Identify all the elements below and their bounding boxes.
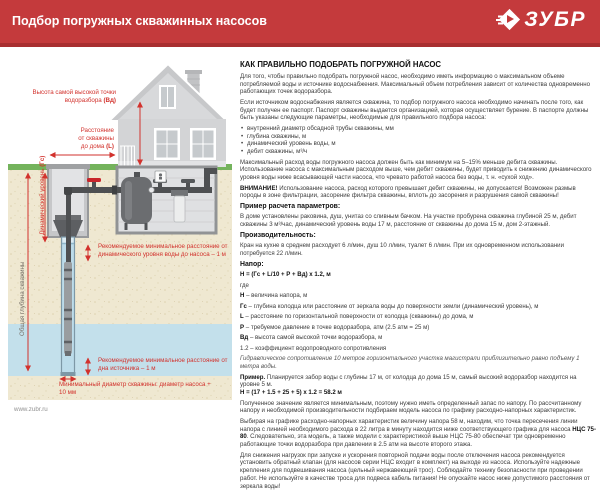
- formula-definition: L – расстояние по горизонтальной поверхности от колодца (скважины) до дома, м: [240, 313, 474, 321]
- label-min-diameter: Минимальный диаметр скважины: диаметр насоса + 10 мм: [59, 381, 211, 396]
- label-vd: Высота самой высокой точки водоразбора (Вд): [32, 89, 116, 104]
- label-total-depth: Общая глубина скважины: [19, 261, 26, 336]
- control-box-icon: [159, 173, 162, 176]
- paragraph-flow: Максимальный расход воды погружного насоса должен быть как минимум на 5–15% меньше дебита скважины. Использование насоса с максимальным расходом выше, чем дебит скважины, будет приводить к снижению динамического уровня воды ниже всасывающей части насоса, что чревато работой насоса без воды, т. н. «сухой ход».: [240, 158, 592, 182]
- paragraph-intro: Для того, чтобы правильно подобрать погружной насос, необходимо иметь информацию о максимальном объеме потребляемой воды и источнике водоснабжения. Максимальный объем потребления зависит от количества одновременно работающих точек водоразбора.: [240, 72, 591, 96]
- drop-pipe: [66, 189, 71, 263]
- paragraph-selection: Выбирая на графике расходно-напорных характеристик величину напора 58 м, находим, что точка пересечения линии напора с линией необходимого расхода в 22 литра в минуту находится ниже соответствующего графика для насоса НЦС 75-80. Следовательно, эта модель, а также модели с характеристикой выше НЦС 75-80 обеспечат три одновременно работающие точки водоразбора при давлении в 2.5 атм на высоте второго этажа.: [240, 417, 596, 449]
- head-formula-result: Н = (17 + 1.5 + 25 + 5) х 1.2 = 58.2 м: [240, 389, 342, 397]
- example-label: Пример.: [240, 373, 266, 381]
- paragraph-final: Для снижения нагрузок при запуске и ускорения повторной подачи воды после отключения насоса рекомендуется установить обратный клапан (для насосов серии НЦС входит в комплект) на выходе из насоса. Используйте надежные крепления для подвешивания насоса (цельный нержавеющий трос). Соблюдайте технику безопасности при проведении работ. Не используйте в качестве троса для подвеса кабель питания! Не опускайте насос ниже допустимого расстояния от зеркала воды!: [240, 451, 590, 490]
- site-url: www.zubr.ru: [14, 406, 48, 413]
- pump-intake: [65, 351, 71, 356]
- paragraph-capacity: Кран на кухне в среднем расходует 6 л/мин, душ 10 л/мин, туалет 6 л/мин. При их одновременном использовании потребуется 22 л/мин.: [240, 242, 564, 257]
- list-item: • динамический уровень воды, м: [240, 140, 597, 148]
- heading-capacity: Производительность:: [240, 232, 316, 240]
- riser-elbow: [204, 168, 217, 174]
- formula-definition: Гс – глубина колодца или расстояние от зеркала воды до поверхности земли (динамический уровень), м: [240, 302, 539, 310]
- brand-logo: [496, 8, 586, 32]
- page-title: Подбор погружных скважинных насосов: [12, 14, 267, 28]
- filter-bowl: [174, 196, 185, 222]
- paragraph-result: Полученное значение является минимальным, поэтому нужно иметь определенный запас по напору. По рассчитанному напору и необходимой производительности подбираем модель насоса по графику расходно-напорных характеристик.: [240, 399, 582, 415]
- chimney-cap: [185, 70, 202, 74]
- pipe-elbow: [64, 187, 72, 195]
- well-diagram: [8, 58, 232, 400]
- paragraph-attention: ВНИМАНИЕ! Использование насоса, расход которого превышает дебит скважины, не допускается! Возможен размыв породы в зоне фильтрации, засорение фильтра скважины, вплоть до засорения и разрушения самой скважины!: [240, 184, 576, 200]
- brand-name: ЗУБР: [524, 8, 586, 31]
- valve-tee-2: [181, 179, 195, 183]
- pump-model: НЦС 75-80: [240, 425, 596, 441]
- paragraph-passport: Если источником водоснабжения является скважина, то подбор погружного насоса необходимо начинать после того, как будет получен ее паспорт. Паспорт скважины выдается организацией, которая осуществляет бурение. В паспорте должны быть указаны следующие параметры, необходимые для правильного подбора насоса:: [240, 98, 589, 122]
- paragraph-example: В доме установлены раковина, душ, унитаз со сливным бачком. На участке пробурена скважина глубиной 25 м, дебит скважины 3 м³/час, динамический уровень воды 17 м, расстояние от скважины до дома 15 м, дом 2-этажный.: [240, 213, 577, 229]
- article: [240, 60, 597, 493]
- label-dynamic-level: Динамический уровень (Гс): [39, 155, 46, 235]
- hydraulic-note: Гидравлическое сопротивление 10 метров горизонтального участка магистрали приблизительно равно подъему 1 метра воды.: [240, 355, 580, 371]
- formula-definition: Н – величина напора, м: [240, 292, 308, 300]
- red-valve-handle: [87, 178, 101, 182]
- red-valve-stem: [92, 181, 96, 188]
- list-item: • глубина скважины, м: [240, 133, 597, 141]
- submersible-pump: [64, 262, 72, 354]
- parameter-list: [240, 125, 597, 156]
- wall-coupling: [112, 186, 117, 195]
- heading-head: Напор:: [240, 260, 264, 268]
- arrow-glyph: [507, 15, 514, 23]
- label-min-distance-top: Рекомендуемое минимальное расстояние от динамического уровня воды до насоса – 1 м: [98, 243, 228, 258]
- paragraph-example-2: Пример. Планируется забор воды с глубины 17 м, от колодца до дома 15 м, самый высокий водоразбор находится на уровне 5 м.: [240, 373, 577, 389]
- list-item: • дебит скважины, м³/ч: [240, 148, 597, 156]
- control-box-icon-base: [159, 177, 162, 180]
- head-formula: Н = (Гс + L/10 + Р + Вд) х 1.2, м: [240, 271, 331, 279]
- tank-side-port: [149, 187, 155, 193]
- zubr-diamond-icon: [496, 8, 520, 32]
- tank-highlight: [125, 181, 132, 220]
- formula-definition: Р – требуемое давление в точке водоразбора, атм (2.5 атм = 25 м): [240, 323, 430, 331]
- label-l: Расстояние от скважины до дома (L): [78, 127, 114, 150]
- formula-definition: 1.2 – коэффициент водопроводного сопротивления: [240, 344, 387, 352]
- casing-bottom-cap: [61, 372, 76, 376]
- article-title: КАК ПРАВИЛЬНО ПОДОБРАТЬ ПОГРУЖНОЙ НАСОС: [240, 60, 442, 69]
- attention-label: ВНИМАНИЕ!: [240, 184, 278, 192]
- heading-example: Пример расчета параметров:: [240, 203, 341, 211]
- formula-definition: Вд – высота самой высокой точки водоразбора, м: [240, 334, 383, 342]
- well-pit-collar: [46, 164, 90, 169]
- list-item: • внутренний диаметр обсадной трубы скважины, мм: [240, 125, 597, 133]
- where-label: где: [240, 281, 249, 289]
- page-header: [0, 0, 600, 47]
- filter-head: [171, 190, 188, 196]
- label-min-distance-bottom: Рекомендуемое минимальное расстояние от дна источника – 1 м: [98, 357, 228, 372]
